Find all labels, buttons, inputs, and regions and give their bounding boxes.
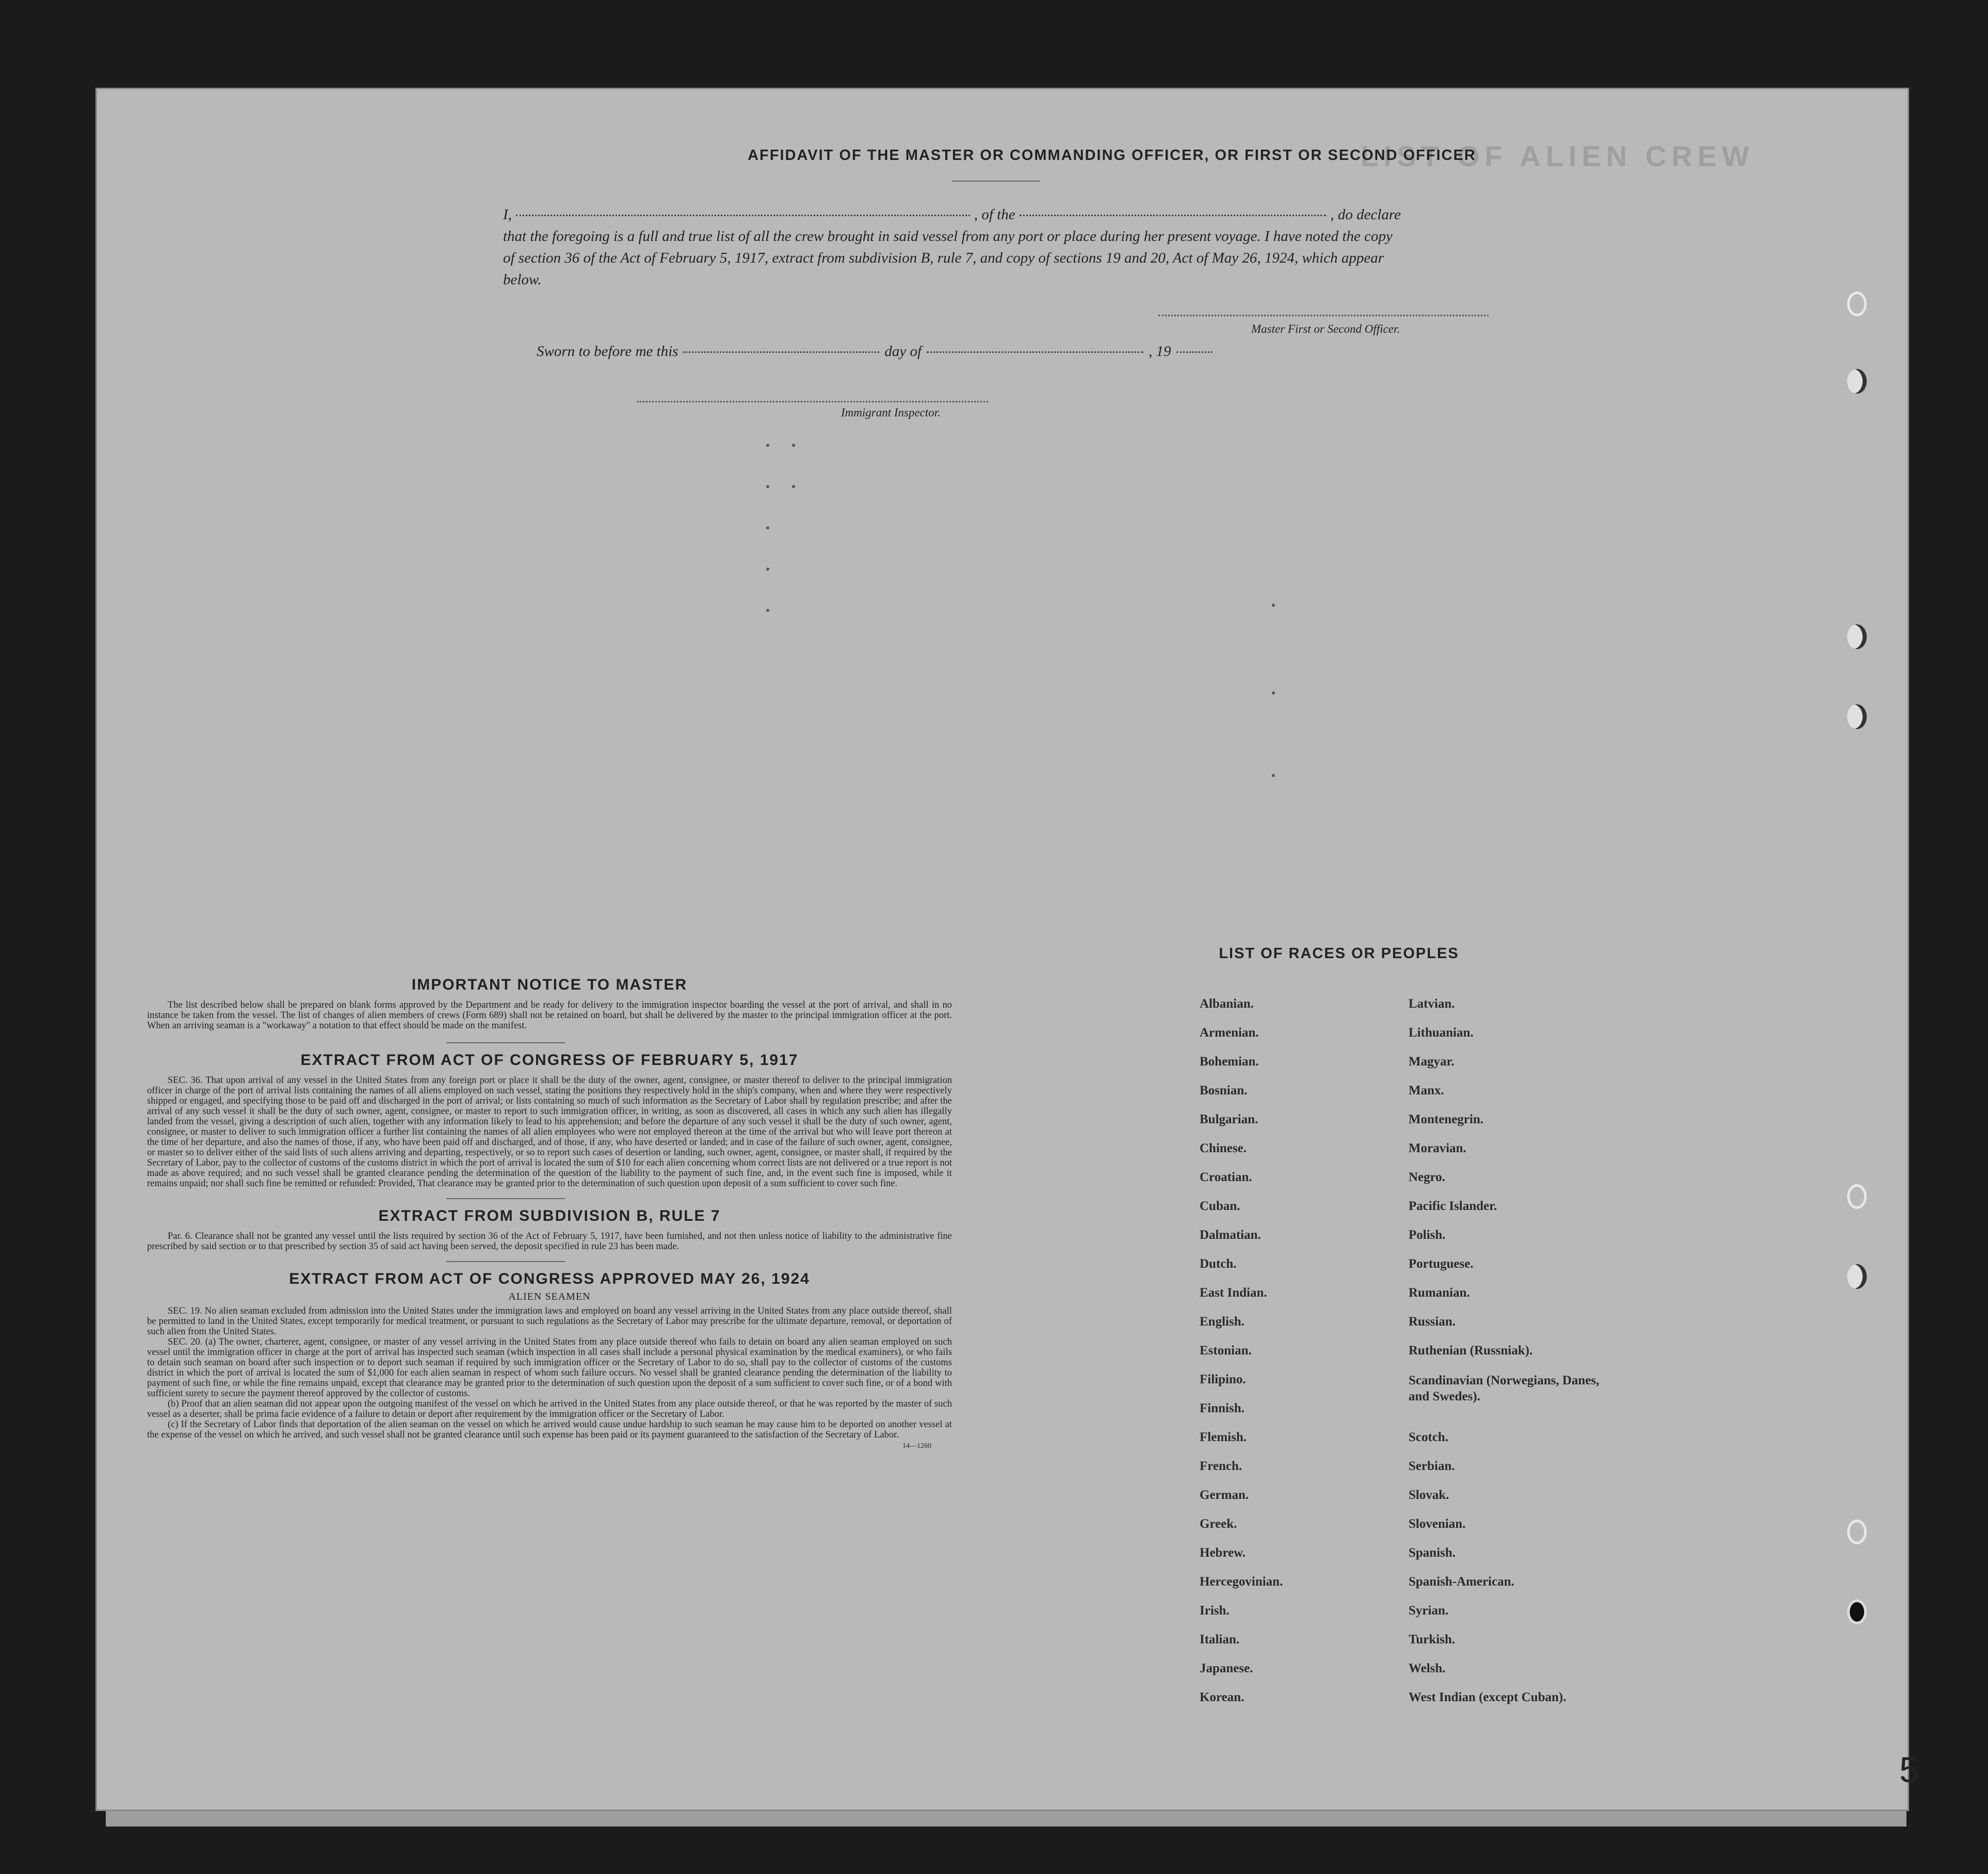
race-item: Irish.	[1200, 1604, 1230, 1618]
declaration	[503, 204, 1401, 290]
sworn-prefix: Sworn to before me this	[537, 343, 678, 360]
race-item: German.	[1200, 1488, 1249, 1502]
sworn-line	[537, 343, 1213, 360]
binder-hole	[1847, 292, 1867, 316]
notice-text: The list described below shall be prepared on blank forms approved by the Department and be ready for delivery to the immigration inspector boarding the vessel at the port of arrival, and shall in no instance be taken from the vessel. The list of changes of alien members of crews (Form 689) shall not be retained on board, but shall be delivered by the master to the principal immigration officer at the port. When an arriving seaman is a "workaway" a notation to that effect should be made on the manifest.	[147, 1000, 952, 1031]
race-item: Welsh.	[1409, 1661, 1446, 1675]
race-item: Portuguese.	[1409, 1257, 1474, 1271]
race-item: English.	[1200, 1315, 1244, 1329]
race-item: Serbian.	[1409, 1459, 1455, 1473]
race-item: Armenian.	[1200, 1026, 1259, 1040]
race-item: Ruthenian (Russniak).	[1409, 1344, 1533, 1358]
race-item: Slovak.	[1409, 1488, 1449, 1502]
speck	[766, 568, 769, 571]
declaration-i: I,	[503, 206, 512, 223]
race-item: Syrian.	[1409, 1604, 1449, 1618]
extract-1917-title: EXTRACT FROM ACT OF CONGRESS OF FEBRUARY 5, 1917	[300, 1052, 799, 1069]
binder-hole	[1847, 624, 1867, 649]
name-blank[interactable]	[516, 215, 970, 216]
race-item: East Indian.	[1200, 1286, 1267, 1300]
race-item: Albanian.	[1200, 997, 1254, 1011]
race-item: Dalmatian.	[1200, 1228, 1261, 1242]
race-item: Magyar.	[1409, 1055, 1454, 1069]
speck	[792, 485, 795, 488]
race-item: Flemish.	[1200, 1430, 1247, 1444]
binder-hole	[1847, 1184, 1867, 1209]
binder-hole	[1847, 1520, 1867, 1544]
binder-hole	[1847, 704, 1867, 729]
race-item: West Indian (except Cuban).	[1409, 1690, 1566, 1704]
race-item: Pacific Islander.	[1409, 1199, 1497, 1213]
bleed-through-row	[766, 439, 778, 456]
race-item: Negro.	[1409, 1170, 1446, 1184]
extract-1917-text: SEC. 36. That upon arrival of any vessel in the United States from any foreign port or place it shall be the duty of the owner, agent, consignee, or master thereof to deliver to the principal immigration officer in charge of the port of arrival lists containing the names of all aliens employed on such vessel, stating the positions they respectively hold in the ship's company, when and where they were respectively shipped or engaged, and specifying those to be paid off and discharged in the port of arrival; or lists containing so much of such information as the Secretary of Labor shall by regulation prescribe; and after the arrival of any such vessel it shall be the duty of such owner, agent, consignee, or master to report to such immigration officer, in writing, as soon as discovered, all cases in which any such alien has illegally landed from the vessel, giving a description of such alien, together with any information likely to lead to his apprehension; and before the departure of any such vessel it shall be the duty of such owner, agent, consignee, or master to deliver to such immigration officer a further list containing the names of all alien employees who were not employed thereon at the time of the arrival but who will leave port thereon at the time of her departure, and also the names of those, if any, who have been paid off and discharged, and of those, if any, who have deserted or landed; and in case of the failure of such owner, agent, consignee, or master so to deliver either of the said lists of such aliens arriving and departing, respectively, or so to report such cases of desertion or landing, such owner, agent, consignee, or master shall, if required by the Secretary of Labor, pay to the collector of customs of the customs district in which the port of arrival is located the sum of $10 for each alien concerning whom correct lists are not delivered or a true report is not made as above required; and no such vessel shall be granted clearance pending the determination of the question of the liability to the payment of such fine, and, in the event such fine is imposed, while it remains unpaid; nor shall such fine be remitted or refunded: Provided, That clearance may be granted prior to the determination of such question upon deposit of a sum sufficient to cover such fine.	[147, 1075, 952, 1189]
speck	[766, 609, 769, 612]
speck	[766, 526, 769, 529]
speck	[1272, 691, 1275, 694]
bleed-through-title: LIST OF ALIEN CREW	[1361, 140, 1754, 172]
extract-rule7-text: Par. 6. Clearance shall not be granted any vessel until the lists required by section 36 of the Act of February 5, 1917, have been furnished, and not then unless notice of liability to the administrative fine prescribed by said section or to that prescribed by section 35 of said act having been served, the deposit specified in rule 23 has been made.	[147, 1231, 952, 1252]
declaration-declare: , do declare	[1330, 206, 1401, 223]
affidavit-title: AFFIDAVIT OF THE MASTER OR COMMANDING OFFICER, OR FIRST OR SECOND OFFICER	[748, 147, 1476, 164]
sec-20c-text: (c) If the Secretary of Labor finds that deportation of the alien seaman on the vessel on which he arrived would cause undue hardship to such seaman he may cause him to be deported on another vessel at the expense of the vessel on which he arrived, and such vessel shall not be granted clearance until such expense has been paid or its payment guaranteed to the satisfaction of the Secretary of Labor.	[147, 1419, 952, 1440]
form-number: 14—1260	[902, 1442, 931, 1450]
race-item: Scandinavian (Norwegians, Danes, and Swedes).	[1409, 1374, 1599, 1403]
race-item: Cuban.	[1200, 1199, 1240, 1213]
races-left-column	[1200, 997, 1283, 1719]
binder-hole	[1847, 369, 1867, 394]
declaration-of: , of the	[974, 206, 1015, 223]
race-item: Finnish.	[1200, 1401, 1244, 1415]
handwritten-page-mark: 5	[1899, 1750, 1919, 1790]
inspector-signature-line[interactable]	[637, 401, 988, 402]
binder-hole	[1847, 1264, 1867, 1289]
race-item: Hebrew.	[1200, 1546, 1246, 1560]
race-item: Spanish.	[1409, 1546, 1456, 1560]
race-item: Moravian.	[1409, 1141, 1466, 1155]
sec-20a-text: SEC. 20. (a) The owner, charterer, agent, consignee, or master of any vessel arriving in the United States from any place outside thereof who fails to detain on board any alien seaman employed on such vessel until the immigration officer in charge at the port of arrival has inspected such seaman (which inspection in all cases shall include a personal physical examination by the medical examiners), or who fails to detain such seaman on board after such inspection or to deport such seaman if required by such immigration officer or the Secretary of Labor to do so, shall pay to the collector of customs of the customs district in which the port of arrival is located the sum of $1,000 for each alien seaman in respect of whom such failure occurs. No vessel shall be granted clearance pending the determination of the liability to payment of such fine, or while the fine remains unpaid, except that clearance may be granted prior to the determination of such question upon the deposit of a sum sufficient to cover such fine, or of a bond with sufficient surety to secure the payment thereof approved by the collector of customs.	[147, 1337, 952, 1399]
speck	[1272, 604, 1275, 607]
race-item: Lithuanian.	[1409, 1026, 1474, 1040]
race-item: Scotch.	[1409, 1430, 1449, 1444]
notice-section	[147, 976, 952, 1450]
races-title: LIST OF RACES OR PEOPLES	[1219, 945, 1459, 962]
race-item: Dutch.	[1200, 1257, 1237, 1271]
races-right-column	[1409, 997, 1615, 1719]
declaration-body: that the foregoing is a full and true list of all the crew brought in said vessel from any port or place during her present voyage. I have noted the copy of section 36 of the Act of February 5, 1917, extract from subdivision B, rule 7, and copy of sections 19 and 20, Act of May 26, 1924, which appear below.	[503, 228, 1393, 288]
race-item: Bulgarian.	[1200, 1112, 1258, 1126]
race-item: Italian.	[1200, 1633, 1240, 1646]
extract-rule7-title: EXTRACT FROM SUBDIVISION B, RULE 7	[378, 1207, 721, 1224]
race-item: Latvian.	[1409, 997, 1455, 1011]
race-item: Greek.	[1200, 1517, 1237, 1531]
divider	[446, 1261, 565, 1262]
race-item: Croatian.	[1200, 1170, 1252, 1184]
race-item: Bohemian.	[1200, 1055, 1259, 1069]
race-item: Polish.	[1409, 1228, 1446, 1242]
alien-seamen-subtitle: ALIEN SEAMEN	[508, 1291, 591, 1302]
sworn-day: day of	[884, 343, 922, 360]
race-item: Japanese.	[1200, 1661, 1253, 1675]
race-item: Turkish.	[1409, 1633, 1456, 1646]
speck	[792, 444, 795, 447]
speck	[766, 485, 769, 488]
race-item: Slovenian.	[1409, 1517, 1466, 1531]
master-caption: Master First or Second Officer.	[1251, 322, 1400, 335]
race-item: French.	[1200, 1459, 1242, 1473]
extract-1924-title: EXTRACT FROM ACT OF CONGRESS APPROVED MAY 26, 1924	[289, 1270, 810, 1287]
divider	[952, 181, 1040, 182]
sworn-month-blank[interactable]	[927, 351, 1143, 353]
binder-hole	[1847, 1600, 1867, 1624]
race-item: Hercegovinian.	[1200, 1575, 1283, 1589]
sworn-year: , 19	[1149, 343, 1171, 360]
race-item: Korean.	[1200, 1690, 1244, 1704]
sec-20b-text: (b) Proof that an alien seaman did not appear upon the outgoing manifest of the vessel on which he arrived in the United States from any place outside thereof, or that he was reported by the master of such vessel as a deserter, shall be prima facie evidence of a failure to detain or deport after requirement by the immigration officer or the Secretary of Labor.	[147, 1399, 952, 1419]
race-item: Estonian.	[1200, 1344, 1252, 1358]
race-item: Manx.	[1409, 1084, 1444, 1097]
race-item: Bosnian.	[1200, 1084, 1248, 1097]
race-item: Chinese.	[1200, 1141, 1247, 1155]
race-item: Rumanian.	[1409, 1286, 1470, 1300]
divider	[446, 1198, 565, 1199]
race-item: Russian.	[1409, 1315, 1456, 1329]
document-page	[95, 88, 1919, 1811]
race-item: Filipino.	[1200, 1372, 1246, 1386]
inspector-caption: Immigrant Inspector.	[841, 406, 941, 419]
vessel-blank[interactable]	[1020, 215, 1327, 216]
speck	[766, 444, 769, 447]
race-item: Montenegrin.	[1409, 1112, 1484, 1126]
notice-title: IMPORTANT NOTICE TO MASTER	[411, 976, 688, 993]
divider	[446, 1042, 565, 1043]
race-item: Spanish-American.	[1409, 1575, 1514, 1589]
sworn-day-blank[interactable]	[683, 351, 879, 353]
master-signature-line[interactable]	[1158, 315, 1489, 316]
speck	[1272, 774, 1275, 777]
sec-19-text: SEC. 19. No alien seaman excluded from admission into the United States under the immigration laws and employed on board any vessel arriving in the United States from any place outside thereof, shall be permitted to land in the United States, except temporarily for medical treatment, or pursuant to such regulations as the Secretary of Labor may prescribe for the ultimate departure, removal, or deportation of such alien from the United States.	[147, 1306, 952, 1337]
sworn-year-blank[interactable]	[1176, 351, 1213, 353]
